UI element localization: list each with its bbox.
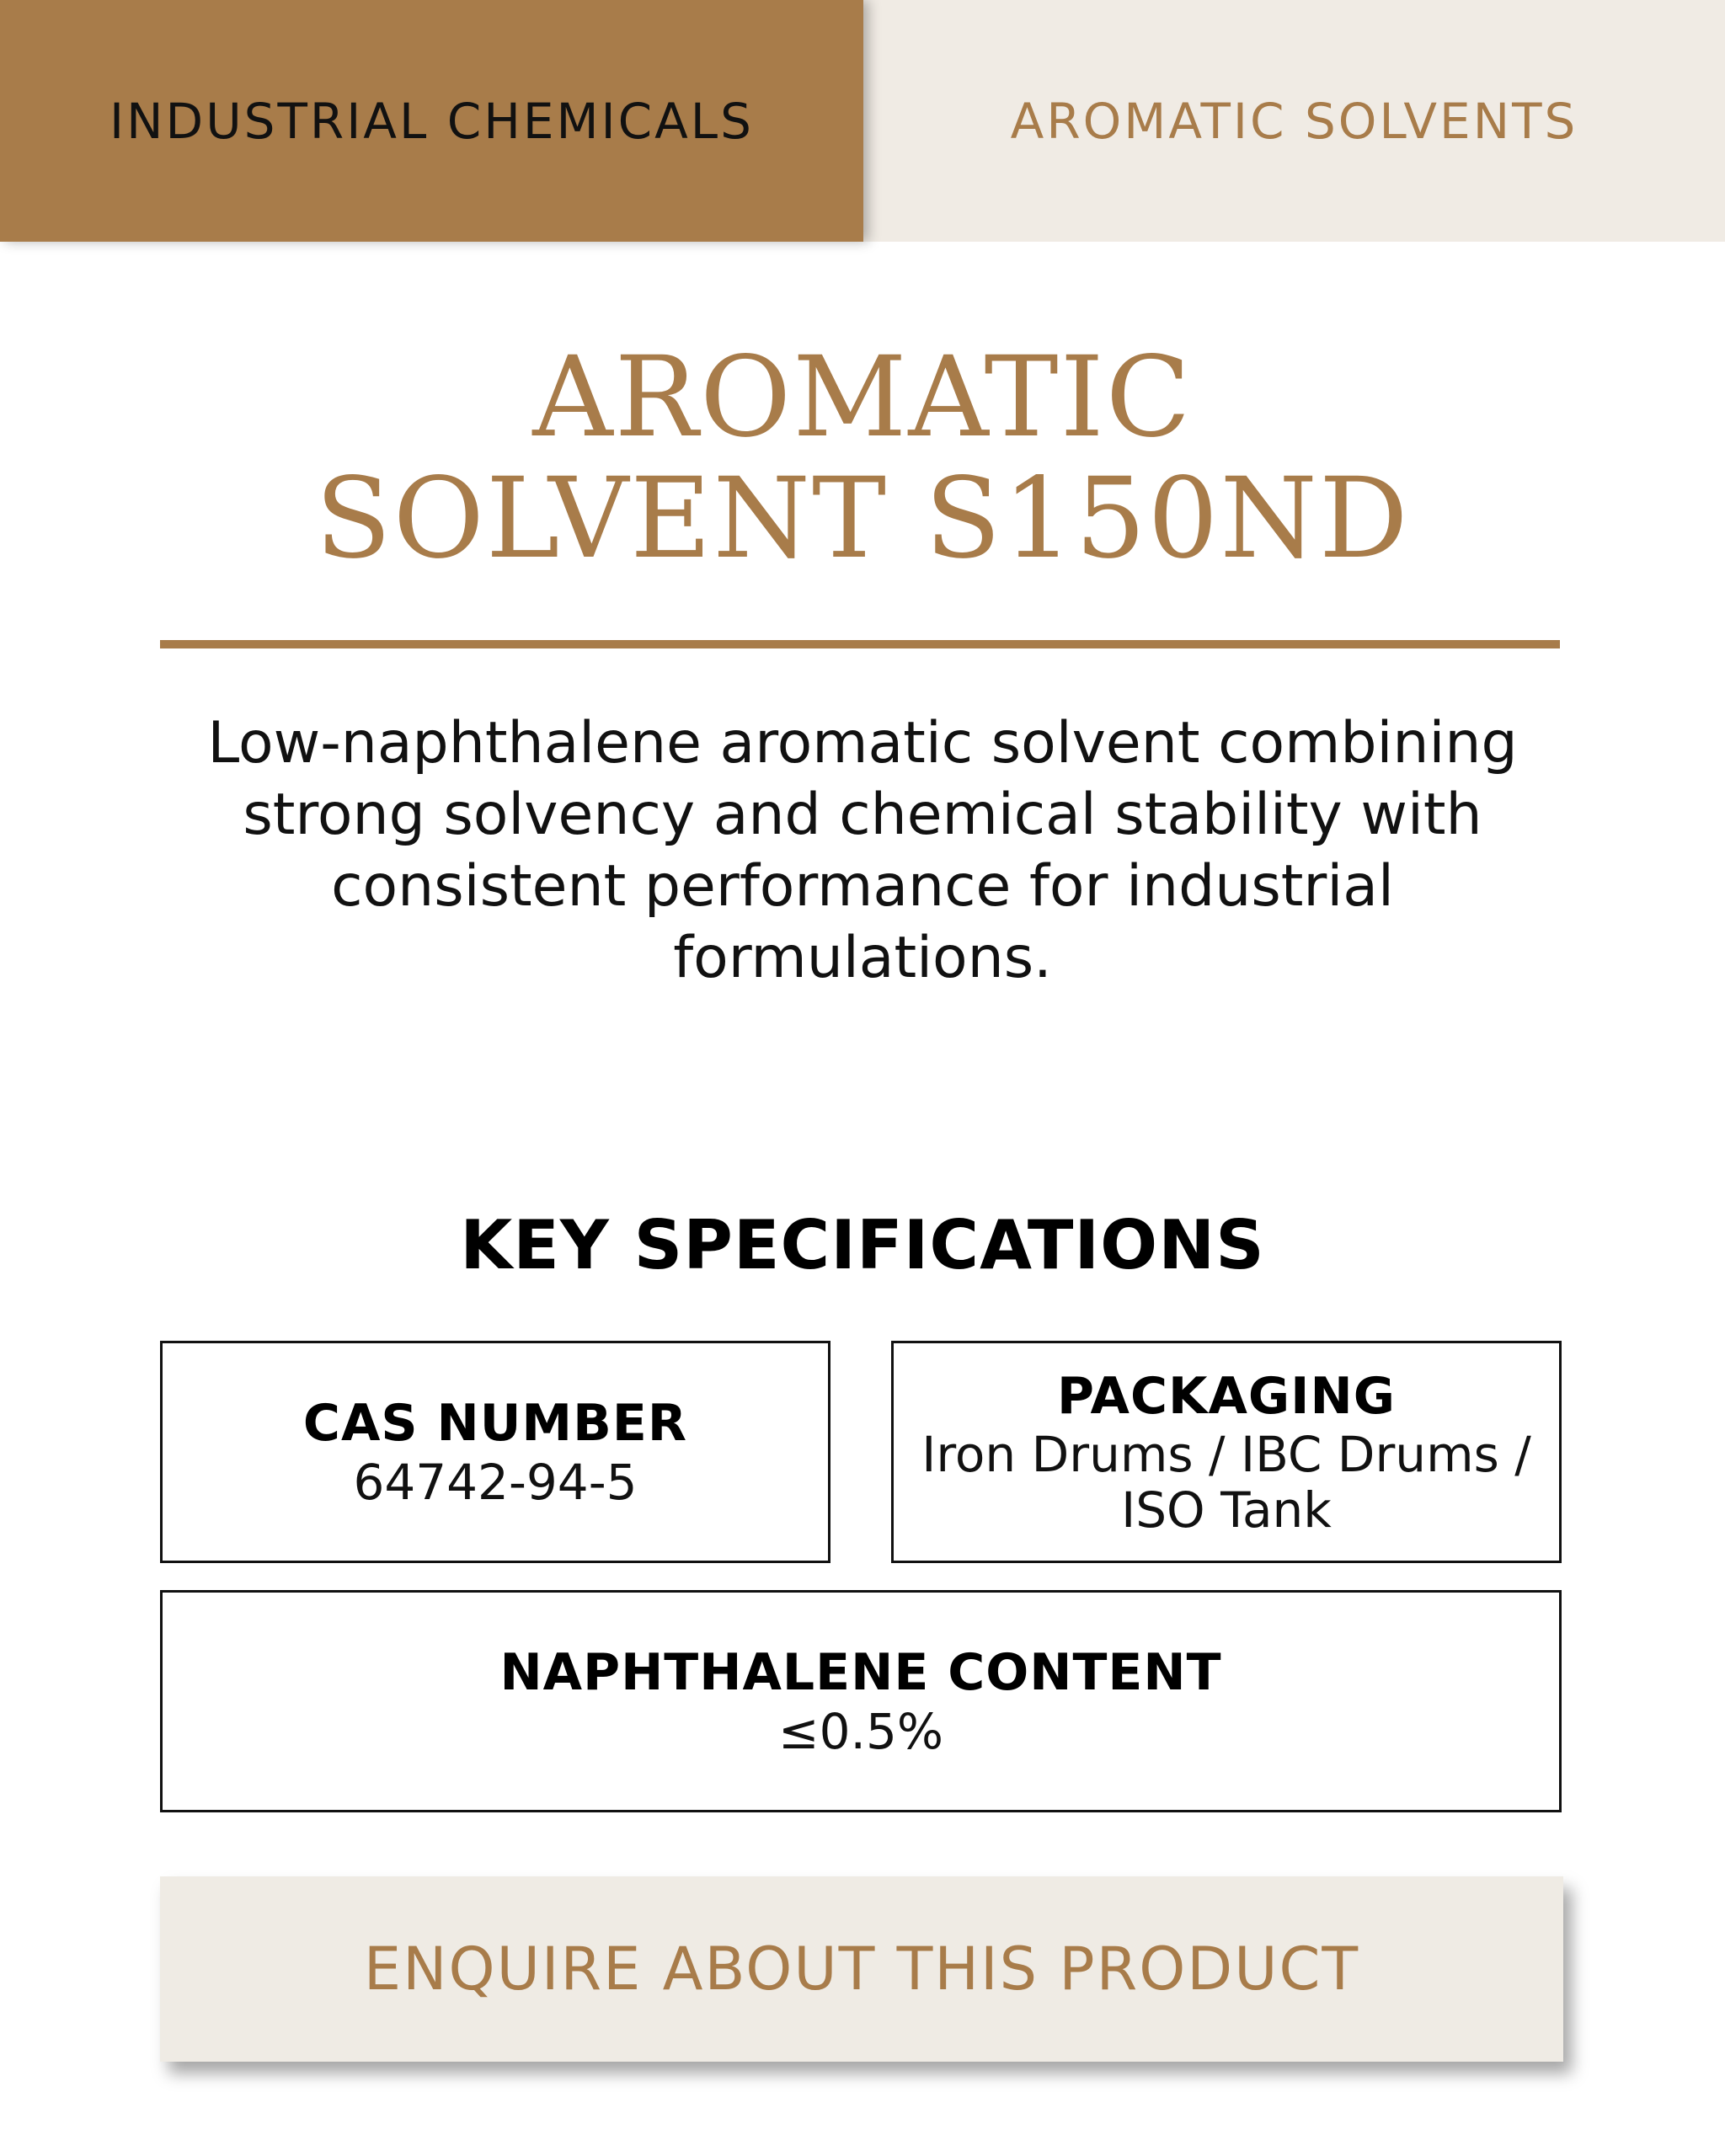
tab-industrial-chemicals[interactable]: INDUSTRIAL CHEMICALS xyxy=(0,0,863,242)
spec-packaging-value: Iron Drums / IBC Drums / ISO Tank xyxy=(921,1426,1531,1539)
spec-cas-number xyxy=(160,1341,830,1563)
product-title xyxy=(0,333,1725,584)
specifications-heading: KEY SPECIFICATIONS xyxy=(460,1206,1265,1284)
product-title-line-1: AROMATIC xyxy=(532,333,1193,462)
spec-naphthalene-label: NAPHTHALENE CONTENT xyxy=(499,1643,1222,1702)
tab-aromatic-solvents[interactable]: AROMATIC SOLVENTS xyxy=(863,0,1725,242)
product-description: Low-naphthalene aromatic solvent combining strong solvency and chemical stability with consistent performance for industrial formulations. xyxy=(207,710,1518,991)
enquire-button[interactable]: ENQUIRE ABOUT THIS PRODUCT xyxy=(160,1876,1563,2062)
title-divider xyxy=(160,640,1560,648)
spec-naphthalene-value: ≤0.5% xyxy=(778,1703,943,1760)
product-title-line-2: SOLVENT S150ND xyxy=(315,454,1410,584)
spec-naphthalene-content xyxy=(160,1590,1562,1812)
spec-packaging-label: PACKAGING xyxy=(1057,1367,1396,1426)
spec-cas-value: 64742-94-5 xyxy=(353,1454,638,1511)
spec-packaging xyxy=(891,1341,1562,1563)
category-bar xyxy=(0,0,1725,242)
spec-cas-label: CAS NUMBER xyxy=(302,1394,688,1453)
